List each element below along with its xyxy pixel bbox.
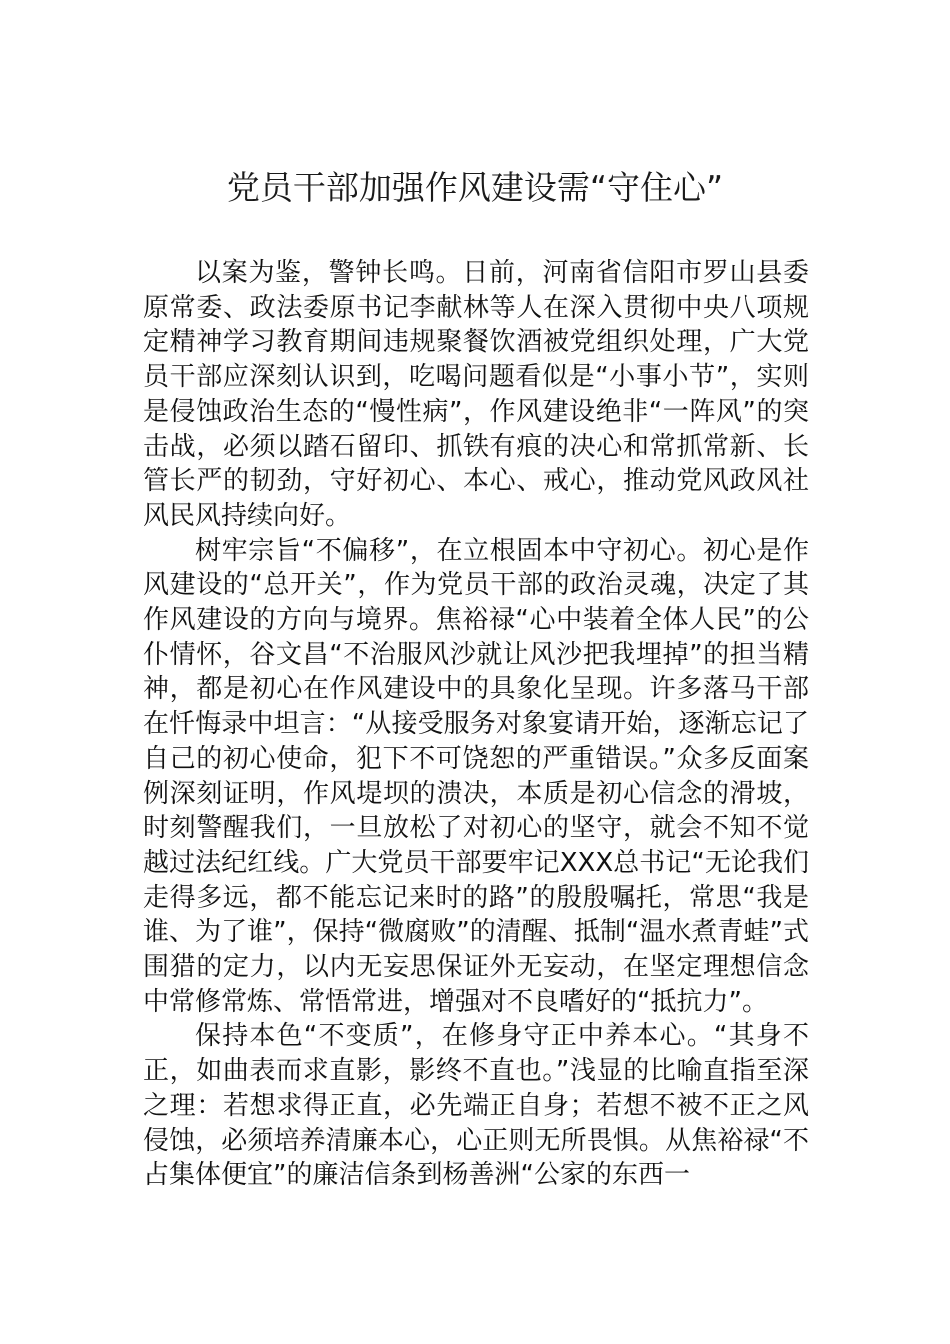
paragraph-2: 树牢宗旨“不偏移”，在立根固本中守初心。初心是作风建设的“总开关”，作为党员干部的政治灵魂，决定了其作风建设的方向与境界。焦裕禄“心中装着全体人民”的公仆情怀，谷文昌“不治服风沙就让风沙把我埋掉”的担当精神，都是初心在作风建设中的具象化呈现。许多落马干部在忏悔录中坦言：“从接受服务对象宴请开始，逐渐忘记了自己的初心使命，犯下不可饶恕的严重错误。”众多反面案例深刻证明，作风堤坝的溃决，本质是初心信念的滑坡，时刻警醒我们，一旦放松了对初心的坚守，就会不知不觉越过法纪红线。广大党员干部要牢记XXX总书记“无论我们走得多远，都不能忘记来时的路”的殷殷嘱托，常思“我是谁、为了谁”，保持“微腐败”的清醒、抵制“温水煮青蛙”式围猎的定力，以内无妄思保证外无妄动，在坚定理想信念中常修常炼、常悟常进，增强对不良嗜好的“抵抗力”。 (143, 535, 809, 1017)
document-body (143, 256, 809, 1193)
document-title: 党员干部加强作风建设需“守住心” (226, 168, 724, 207)
paragraph-1: 以案为鉴，警钟长鸣。日前，河南省信阳市罗山县委原常委、政法委原书记李献林等人在深入贯彻中央八项规定精神学习教育期间违规聚餐饮酒被党组织处理，广大党员干部应深刻认识到，吃喝问题看似是“小事小节”，实则是侵蚀政治生态的“慢性病”，作风建设绝非“一阵风”的突击战，必须以踏石留印、抓铁有痕的决心和常抓常新、长管长严的韧劲，守好初心、本心、戒心，推动党风政风社风民风持续向好。 (143, 258, 809, 531)
paragraph-3: 保持本色“不变质”，在修身守正中养本心。“其身不正，如曲表而求直影，影终不直也。”浅显的比喻直指至深之理：若想求得正直，必先端正自身；若想不被不正之风侵蚀，必须培养清廉本心，心正则无所畏惧。从焦裕禄“不占集体便宜”的廉洁信条到杨善洲“公家的东西一 (143, 1021, 809, 1191)
